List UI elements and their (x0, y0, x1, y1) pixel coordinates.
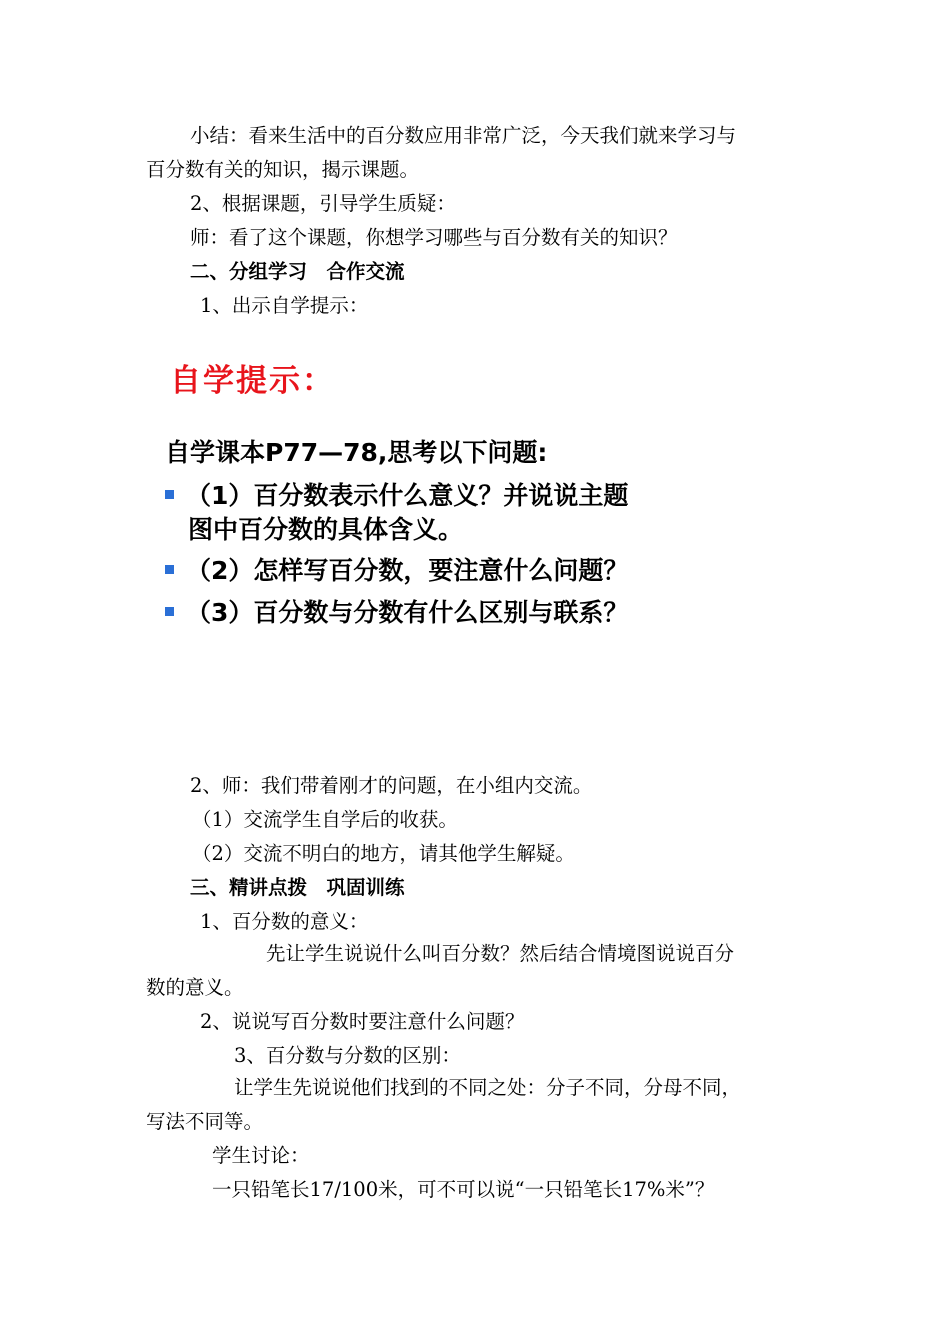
difference-line-1: 让学生先说说他们找到的不同之处：分子不同，分母不同， (234, 1076, 742, 1099)
summary-line-1: 小结：看来生活中的百分数应用非常广泛，今天我们就来学习与 (190, 124, 737, 147)
meaning-heading: 1、百分数的意义： (200, 910, 369, 933)
bullet-square-icon (165, 490, 174, 499)
slide-bullet-3-text: （3）百分数与分数有什么区别与联系？ (186, 598, 629, 627)
bullet-square-icon (165, 565, 174, 574)
meaning-line-1: 先让学生说说什么叫百分数？然后结合情境图说说百分 (266, 942, 735, 965)
teacher-question-line: 师：看了这个课题，你想学习哪些与百分数有关的知识？ (190, 226, 678, 249)
slide-title: 自学提示： (170, 363, 335, 399)
slide-bullet-2-text: （2）怎样写百分数，要注意什么问题？ (186, 556, 629, 585)
discussion-item-1: （1）交流学生自学后的收获。 (192, 808, 458, 831)
bullet-square-icon (165, 607, 174, 616)
writing-note-line: 2、说说写百分数时要注意什么问题？ (200, 1010, 525, 1033)
section-3-heading: 三、精讲点拨 巩固训练 (190, 876, 405, 899)
section-2-heading: 二、分组学习 合作交流 (190, 260, 405, 283)
slide-bullet-1-continuation: 图中百分数的具体含义。 (188, 515, 464, 544)
difference-line-2: 写法不同等。 (146, 1110, 264, 1133)
meaning-line-2: 数的意义。 (146, 976, 244, 999)
discussion-item-2: （2）交流不明白的地方，请其他学生解疑。 (192, 842, 575, 865)
step-2-line: 2、根据课题，引导学生质疑： (190, 192, 456, 215)
slide-bullet-1-text: （1）百分数表示什么意义？并说说主题 (186, 481, 629, 510)
slide-bullet-1 (165, 479, 628, 513)
discussion-label: 学生讨论： (212, 1144, 310, 1167)
slide-bullet-3 (165, 596, 628, 630)
slide-bullet-2 (165, 554, 628, 588)
step-1-show-hint: 1、出示自学提示： (200, 294, 369, 317)
discussion-step-line: 2、师：我们带着刚才的问题，在小组内交流。 (190, 774, 593, 797)
pencil-question-line: 一只铅笔长17/100米，可不可以说“一只铅笔长17%米”？ (212, 1178, 715, 1201)
summary-line-2: 百分数有关的知识，揭示课题。 (146, 158, 420, 181)
slide-intro: 自学课本P77—78,思考以下问题: (165, 438, 548, 467)
difference-heading: 3、百分数与分数的区别： (234, 1044, 461, 1067)
